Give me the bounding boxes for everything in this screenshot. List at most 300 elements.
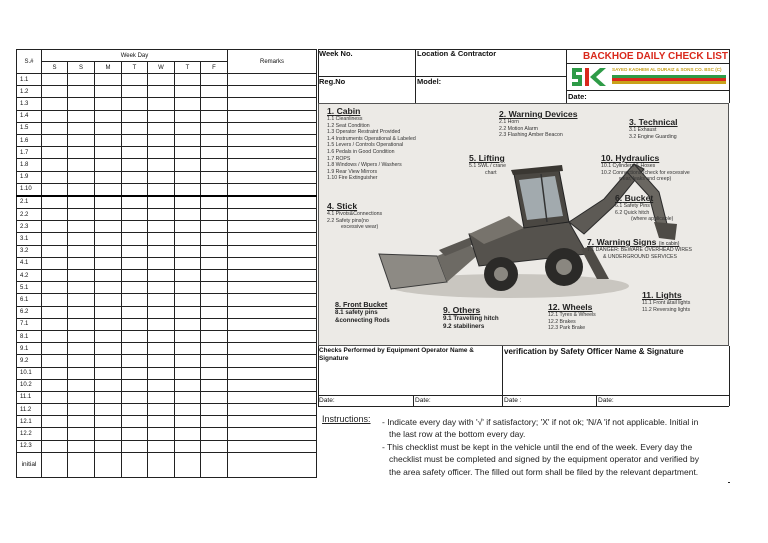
day-check-cell[interactable]	[175, 245, 201, 257]
day-check-cell[interactable]	[201, 171, 228, 183]
day-check-cell[interactable]	[42, 282, 68, 294]
day-check-cell[interactable]	[122, 355, 148, 367]
remarks-cell[interactable]	[228, 74, 317, 86]
day-check-cell[interactable]	[68, 122, 95, 134]
day-check-cell[interactable]	[42, 98, 68, 110]
remarks-cell[interactable]	[228, 379, 317, 391]
day-check-cell[interactable]	[42, 306, 68, 318]
day-check-cell[interactable]	[148, 110, 175, 122]
row-number: 1.6	[17, 134, 42, 146]
day-check-cell[interactable]	[68, 257, 95, 269]
day-check-cell[interactable]	[122, 391, 148, 403]
day-check-cell[interactable]	[42, 171, 68, 183]
day-check-cell[interactable]	[201, 282, 228, 294]
day-check-cell[interactable]	[95, 330, 122, 342]
day-check-cell[interactable]	[175, 159, 201, 171]
day-check-cell[interactable]	[68, 416, 95, 428]
day-check-cell[interactable]	[175, 110, 201, 122]
day-check-cell[interactable]	[95, 257, 122, 269]
day-check-cell[interactable]	[148, 245, 175, 257]
day-check-cell[interactable]	[122, 110, 148, 122]
day-check-cell[interactable]	[68, 98, 95, 110]
day-check-cell[interactable]	[122, 86, 148, 98]
day-check-cell[interactable]	[42, 134, 68, 146]
day-check-cell[interactable]	[148, 134, 175, 146]
day-check-cell[interactable]	[95, 306, 122, 318]
day-check-cell[interactable]	[68, 330, 95, 342]
day-check-cell[interactable]	[201, 257, 228, 269]
day-check-cell[interactable]	[122, 245, 148, 257]
table-row	[17, 367, 317, 379]
day-check-cell[interactable]	[95, 355, 122, 367]
day-check-cell[interactable]	[68, 74, 95, 86]
cabin-item: 1.9 Rear View Mirrors	[327, 168, 378, 175]
day-check-cell[interactable]	[148, 257, 175, 269]
day-check-cell[interactable]	[148, 221, 175, 233]
day-check-cell[interactable]	[42, 74, 68, 86]
day-check-cell[interactable]	[68, 134, 95, 146]
divider	[566, 49, 567, 103]
day-check-cell[interactable]	[175, 147, 201, 159]
bucket-item: 6.2 Quick hitch	[615, 209, 650, 216]
date-label: Date:	[319, 397, 335, 404]
remarks-cell[interactable]	[228, 122, 317, 134]
day-check-cell[interactable]	[42, 270, 68, 282]
day-check-cell[interactable]	[95, 379, 122, 391]
day-check-cell[interactable]	[148, 294, 175, 306]
day-check-cell[interactable]	[42, 209, 68, 221]
day-check-cell[interactable]	[201, 391, 228, 403]
day-check-cell[interactable]	[122, 159, 148, 171]
table-row	[17, 98, 317, 110]
remarks-cell[interactable]	[228, 233, 317, 245]
remarks-cell[interactable]	[228, 147, 317, 159]
day-check-cell[interactable]	[95, 282, 122, 294]
day-check-cell[interactable]	[68, 367, 95, 379]
day-check-cell[interactable]	[201, 233, 228, 245]
remarks-cell[interactable]	[228, 294, 317, 306]
day-check-cell[interactable]	[148, 86, 175, 98]
remarks-cell[interactable]	[228, 196, 317, 209]
day-check-cell[interactable]	[122, 134, 148, 146]
day-check-cell[interactable]	[175, 391, 201, 403]
day-check-cell[interactable]	[122, 74, 148, 86]
day-check-cell[interactable]	[42, 367, 68, 379]
day-check-cell[interactable]	[122, 379, 148, 391]
day-check-cell[interactable]	[122, 367, 148, 379]
day-check-cell[interactable]	[201, 122, 228, 134]
day-check-cell[interactable]	[175, 318, 201, 330]
remarks-cell[interactable]	[228, 306, 317, 318]
remarks-cell[interactable]	[228, 367, 317, 379]
remarks-cell[interactable]	[228, 257, 317, 269]
day-check-cell[interactable]	[95, 245, 122, 257]
day-check-cell[interactable]	[42, 183, 68, 196]
day-check-cell[interactable]	[122, 257, 148, 269]
remarks-cell[interactable]	[228, 86, 317, 98]
day-check-cell[interactable]	[201, 86, 228, 98]
day-check-cell[interactable]	[42, 391, 68, 403]
day-check-cell[interactable]	[201, 367, 228, 379]
day-check-cell[interactable]	[95, 416, 122, 428]
table-row	[17, 221, 317, 233]
day-check-cell[interactable]	[122, 233, 148, 245]
row-number: 6.2	[17, 306, 42, 318]
day-check-cell[interactable]	[68, 294, 95, 306]
day-check-cell[interactable]	[122, 183, 148, 196]
day-check-cell[interactable]	[148, 428, 175, 440]
day-check-cell[interactable]	[148, 404, 175, 416]
day-check-cell[interactable]	[42, 379, 68, 391]
remarks-cell[interactable]	[228, 318, 317, 330]
day-check-cell[interactable]	[42, 404, 68, 416]
day-check-cell[interactable]	[175, 183, 201, 196]
day-check-cell[interactable]	[42, 440, 68, 452]
day-check-cell[interactable]	[95, 74, 122, 86]
day-check-cell[interactable]	[42, 159, 68, 171]
row-number: 4.2	[17, 270, 42, 282]
remarks-cell[interactable]	[228, 355, 317, 367]
day-check-cell[interactable]	[122, 282, 148, 294]
day-check-cell[interactable]	[42, 86, 68, 98]
day-check-cell[interactable]	[201, 343, 228, 355]
day-check-cell[interactable]	[148, 355, 175, 367]
remarks-cell[interactable]	[228, 110, 317, 122]
day-check-cell[interactable]	[201, 306, 228, 318]
day-check-cell[interactable]	[201, 147, 228, 159]
day-check-cell[interactable]	[122, 428, 148, 440]
day-check-cell[interactable]	[42, 245, 68, 257]
day-check-cell[interactable]	[201, 428, 228, 440]
day-check-cell[interactable]	[95, 270, 122, 282]
day-check-cell[interactable]	[148, 440, 175, 452]
day-check-cell[interactable]	[68, 147, 95, 159]
day-check-cell[interactable]	[95, 367, 122, 379]
day-check-cell[interactable]	[201, 379, 228, 391]
day-check-cell[interactable]	[122, 343, 148, 355]
day-check-cell[interactable]	[122, 122, 148, 134]
day-check-cell[interactable]	[175, 416, 201, 428]
wheels-item: 12.3 Park Brake	[548, 325, 586, 332]
lights-item: 11.2 Reversing lights	[642, 306, 691, 313]
remarks-cell[interactable]	[228, 221, 317, 233]
day-check-cell[interactable]	[148, 196, 175, 209]
day-check-cell[interactable]	[122, 294, 148, 306]
day-check-cell[interactable]	[175, 221, 201, 233]
day-check-cell[interactable]	[68, 245, 95, 257]
safety-officer-signature-label: verification by Safety Officer Name & Signature	[504, 347, 684, 356]
row-number: 1.9	[17, 171, 42, 183]
initial-row	[17, 452, 317, 477]
day-check-cell[interactable]	[95, 343, 122, 355]
day-check-cell[interactable]	[68, 183, 95, 196]
remarks-cell[interactable]	[228, 245, 317, 257]
day-check-cell[interactable]	[42, 147, 68, 159]
remarks-cell[interactable]	[228, 282, 317, 294]
day-check-cell[interactable]	[68, 221, 95, 233]
day-check-cell[interactable]	[68, 428, 95, 440]
day-check-cell[interactable]	[95, 159, 122, 171]
day-check-cell[interactable]	[95, 318, 122, 330]
day-check-cell[interactable]	[175, 343, 201, 355]
day-check-cell[interactable]	[201, 110, 228, 122]
day-check-cell[interactable]	[122, 196, 148, 209]
day-check-cell[interactable]	[175, 134, 201, 146]
day-check-cell[interactable]	[148, 379, 175, 391]
day-check-cell[interactable]	[68, 196, 95, 209]
day-check-cell[interactable]	[148, 98, 175, 110]
day-check-cell[interactable]	[175, 257, 201, 269]
initial-cell[interactable]	[148, 452, 175, 477]
day-check-cell[interactable]	[68, 159, 95, 171]
day-check-cell[interactable]	[122, 209, 148, 221]
remarks-cell[interactable]	[228, 404, 317, 416]
day-check-cell[interactable]	[175, 367, 201, 379]
day-check-cell[interactable]	[95, 98, 122, 110]
day-check-cell[interactable]	[201, 74, 228, 86]
day-check-cell[interactable]	[42, 416, 68, 428]
day-check-cell[interactable]	[42, 233, 68, 245]
day-check-cell[interactable]	[95, 122, 122, 134]
remarks-cell[interactable]	[228, 416, 317, 428]
day-check-cell[interactable]	[122, 147, 148, 159]
day-check-cell[interactable]	[148, 270, 175, 282]
day-check-cell[interactable]	[201, 209, 228, 221]
day-check-cell[interactable]	[148, 74, 175, 86]
day-check-cell[interactable]	[68, 270, 95, 282]
day-check-cell[interactable]	[148, 391, 175, 403]
day-check-cell[interactable]	[68, 404, 95, 416]
divider	[318, 395, 729, 396]
row-number: 2.2	[17, 209, 42, 221]
day-check-cell[interactable]	[148, 122, 175, 134]
remarks-cell[interactable]	[228, 440, 317, 452]
day-check-cell[interactable]	[68, 343, 95, 355]
remarks-cell[interactable]	[228, 134, 317, 146]
remarks-cell[interactable]	[228, 428, 317, 440]
row-number: 8.1	[17, 330, 42, 342]
day-check-cell[interactable]	[148, 306, 175, 318]
day-check-cell[interactable]	[148, 367, 175, 379]
front-bucket-item: 8.1 safety pins	[335, 309, 378, 316]
day-check-cell[interactable]	[175, 379, 201, 391]
front-bucket-item: &connecting Rods	[335, 316, 390, 324]
day-check-cell[interactable]	[95, 147, 122, 159]
sk-logo-icon	[570, 66, 610, 88]
day-check-cell[interactable]	[68, 440, 95, 452]
divider	[318, 76, 566, 77]
table-row	[17, 379, 317, 391]
reg-no-label: Reg.No	[319, 77, 346, 86]
day-check-cell[interactable]	[68, 379, 95, 391]
day-check-cell[interactable]	[175, 330, 201, 342]
day-check-cell[interactable]	[68, 318, 95, 330]
day-check-cell[interactable]	[148, 282, 175, 294]
row-number: 1.5	[17, 122, 42, 134]
hydraulics-item: wear, leaks and creep)	[619, 176, 672, 183]
row-number: 1.3	[17, 98, 42, 110]
day-check-cell[interactable]	[175, 282, 201, 294]
remarks-cell[interactable]	[228, 343, 317, 355]
hydraulics-item: 10.2 Connections (check for excessive	[601, 169, 690, 176]
initial-cell[interactable]	[175, 452, 201, 477]
stick-title: 4. Stick	[327, 201, 358, 211]
day-check-cell[interactable]	[122, 270, 148, 282]
day-check-cell[interactable]	[201, 404, 228, 416]
remarks-cell[interactable]	[228, 98, 317, 110]
day-check-cell[interactable]	[42, 196, 68, 209]
remarks-cell[interactable]	[228, 183, 317, 196]
day-check-cell[interactable]	[201, 270, 228, 282]
initial-cell[interactable]	[68, 452, 95, 477]
day-check-cell[interactable]	[95, 209, 122, 221]
row-number: 1.1	[17, 74, 42, 86]
row-number: 11.2	[17, 404, 42, 416]
day-check-cell[interactable]	[122, 404, 148, 416]
day-check-cell[interactable]	[201, 294, 228, 306]
day-check-cell[interactable]	[201, 318, 228, 330]
day-check-cell[interactable]	[95, 428, 122, 440]
initial-cell[interactable]	[122, 452, 148, 477]
day-check-cell[interactable]	[201, 159, 228, 171]
day-check-cell[interactable]	[122, 416, 148, 428]
technical-item: 3.1 Exhaust	[629, 127, 657, 133]
day-check-cell[interactable]	[175, 74, 201, 86]
remarks-cell[interactable]	[228, 270, 317, 282]
day-check-cell[interactable]	[42, 122, 68, 134]
divider	[318, 406, 729, 407]
day-check-cell[interactable]	[175, 428, 201, 440]
day-check-cell[interactable]	[175, 209, 201, 221]
others-title: 9. Others	[443, 305, 481, 315]
day-check-cell[interactable]	[68, 391, 95, 403]
day-check-cell[interactable]	[201, 330, 228, 342]
day-check-cell[interactable]	[68, 233, 95, 245]
table-row	[17, 416, 317, 428]
day-check-cell[interactable]	[122, 221, 148, 233]
day-check-cell[interactable]	[201, 245, 228, 257]
hydraulics-section	[601, 153, 690, 183]
day-check-cell[interactable]	[201, 416, 228, 428]
day-check-cell[interactable]	[175, 355, 201, 367]
day-check-cell[interactable]	[201, 355, 228, 367]
day-check-cell[interactable]	[201, 183, 228, 196]
day-check-cell[interactable]	[95, 404, 122, 416]
day-check-cell[interactable]	[122, 306, 148, 318]
day-check-cell[interactable]	[148, 343, 175, 355]
day-check-cell[interactable]	[175, 306, 201, 318]
day-check-cell[interactable]	[175, 440, 201, 452]
day-check-cell[interactable]	[68, 110, 95, 122]
remarks-cell[interactable]	[228, 209, 317, 221]
day-check-cell[interactable]	[148, 183, 175, 196]
lights-section	[642, 290, 690, 313]
day-check-cell[interactable]	[42, 318, 68, 330]
day-check-cell[interactable]	[201, 196, 228, 209]
day-check-cell[interactable]	[148, 416, 175, 428]
day-check-cell[interactable]	[95, 440, 122, 452]
day-check-cell[interactable]	[201, 440, 228, 452]
initial-cell[interactable]	[201, 452, 228, 477]
day-check-cell[interactable]	[122, 98, 148, 110]
day-check-cell[interactable]	[95, 221, 122, 233]
day-check-cell[interactable]	[175, 270, 201, 282]
day-check-cell[interactable]	[148, 330, 175, 342]
sn-header: S.#	[17, 50, 42, 74]
table-row	[17, 74, 317, 86]
day-check-cell[interactable]	[95, 86, 122, 98]
day-check-cell[interactable]	[68, 282, 95, 294]
day-check-cell[interactable]	[201, 98, 228, 110]
day-check-cell[interactable]	[95, 196, 122, 209]
day-check-cell[interactable]	[42, 355, 68, 367]
day-check-cell[interactable]	[68, 355, 95, 367]
day-check-cell[interactable]	[95, 110, 122, 122]
day-check-cell[interactable]	[175, 171, 201, 183]
day-check-cell[interactable]	[42, 257, 68, 269]
day-check-cell[interactable]	[68, 171, 95, 183]
day-check-cell[interactable]	[122, 330, 148, 342]
table-row	[17, 355, 317, 367]
day-check-cell[interactable]	[148, 147, 175, 159]
day-check-cell[interactable]	[175, 86, 201, 98]
day-check-cell[interactable]	[95, 134, 122, 146]
day-check-cell[interactable]	[175, 98, 201, 110]
day-check-cell[interactable]	[95, 171, 122, 183]
day-check-cell[interactable]	[175, 196, 201, 209]
day-check-cell[interactable]	[175, 294, 201, 306]
day-check-cell[interactable]	[95, 183, 122, 196]
day-check-cell[interactable]	[68, 209, 95, 221]
day-check-cell[interactable]	[122, 440, 148, 452]
day-check-cell[interactable]	[201, 134, 228, 146]
day-check-cell[interactable]	[95, 391, 122, 403]
remarks-cell[interactable]	[228, 330, 317, 342]
day-check-cell[interactable]	[201, 221, 228, 233]
day-check-cell[interactable]	[175, 233, 201, 245]
day-check-cell[interactable]	[68, 306, 95, 318]
day-check-cell[interactable]	[148, 318, 175, 330]
day-check-cell[interactable]	[42, 428, 68, 440]
day-check-cell[interactable]	[95, 233, 122, 245]
day-check-cell[interactable]	[148, 209, 175, 221]
remarks-cell[interactable]	[228, 159, 317, 171]
table-row	[17, 159, 317, 171]
day-check-cell[interactable]	[42, 221, 68, 233]
initial-remarks-cell[interactable]	[228, 452, 317, 477]
remarks-cell[interactable]	[228, 171, 317, 183]
divider	[566, 63, 729, 64]
day-check-cell[interactable]	[122, 318, 148, 330]
day-check-cell[interactable]	[175, 122, 201, 134]
table-row	[17, 196, 317, 209]
day-check-cell[interactable]	[95, 294, 122, 306]
day-check-cell[interactable]	[175, 404, 201, 416]
day-check-cell[interactable]	[42, 330, 68, 342]
day-check-cell[interactable]	[148, 171, 175, 183]
day-check-cell[interactable]	[42, 294, 68, 306]
initial-cell[interactable]	[95, 452, 122, 477]
day-check-cell[interactable]	[148, 159, 175, 171]
day-check-cell[interactable]	[68, 86, 95, 98]
day-check-cell[interactable]	[42, 110, 68, 122]
day-check-cell[interactable]	[122, 171, 148, 183]
day-check-cell[interactable]	[148, 233, 175, 245]
day-check-cell[interactable]	[42, 343, 68, 355]
remarks-cell[interactable]	[228, 391, 317, 403]
cabin-title: 1. Cabin	[327, 106, 361, 116]
initial-cell[interactable]	[42, 452, 68, 477]
